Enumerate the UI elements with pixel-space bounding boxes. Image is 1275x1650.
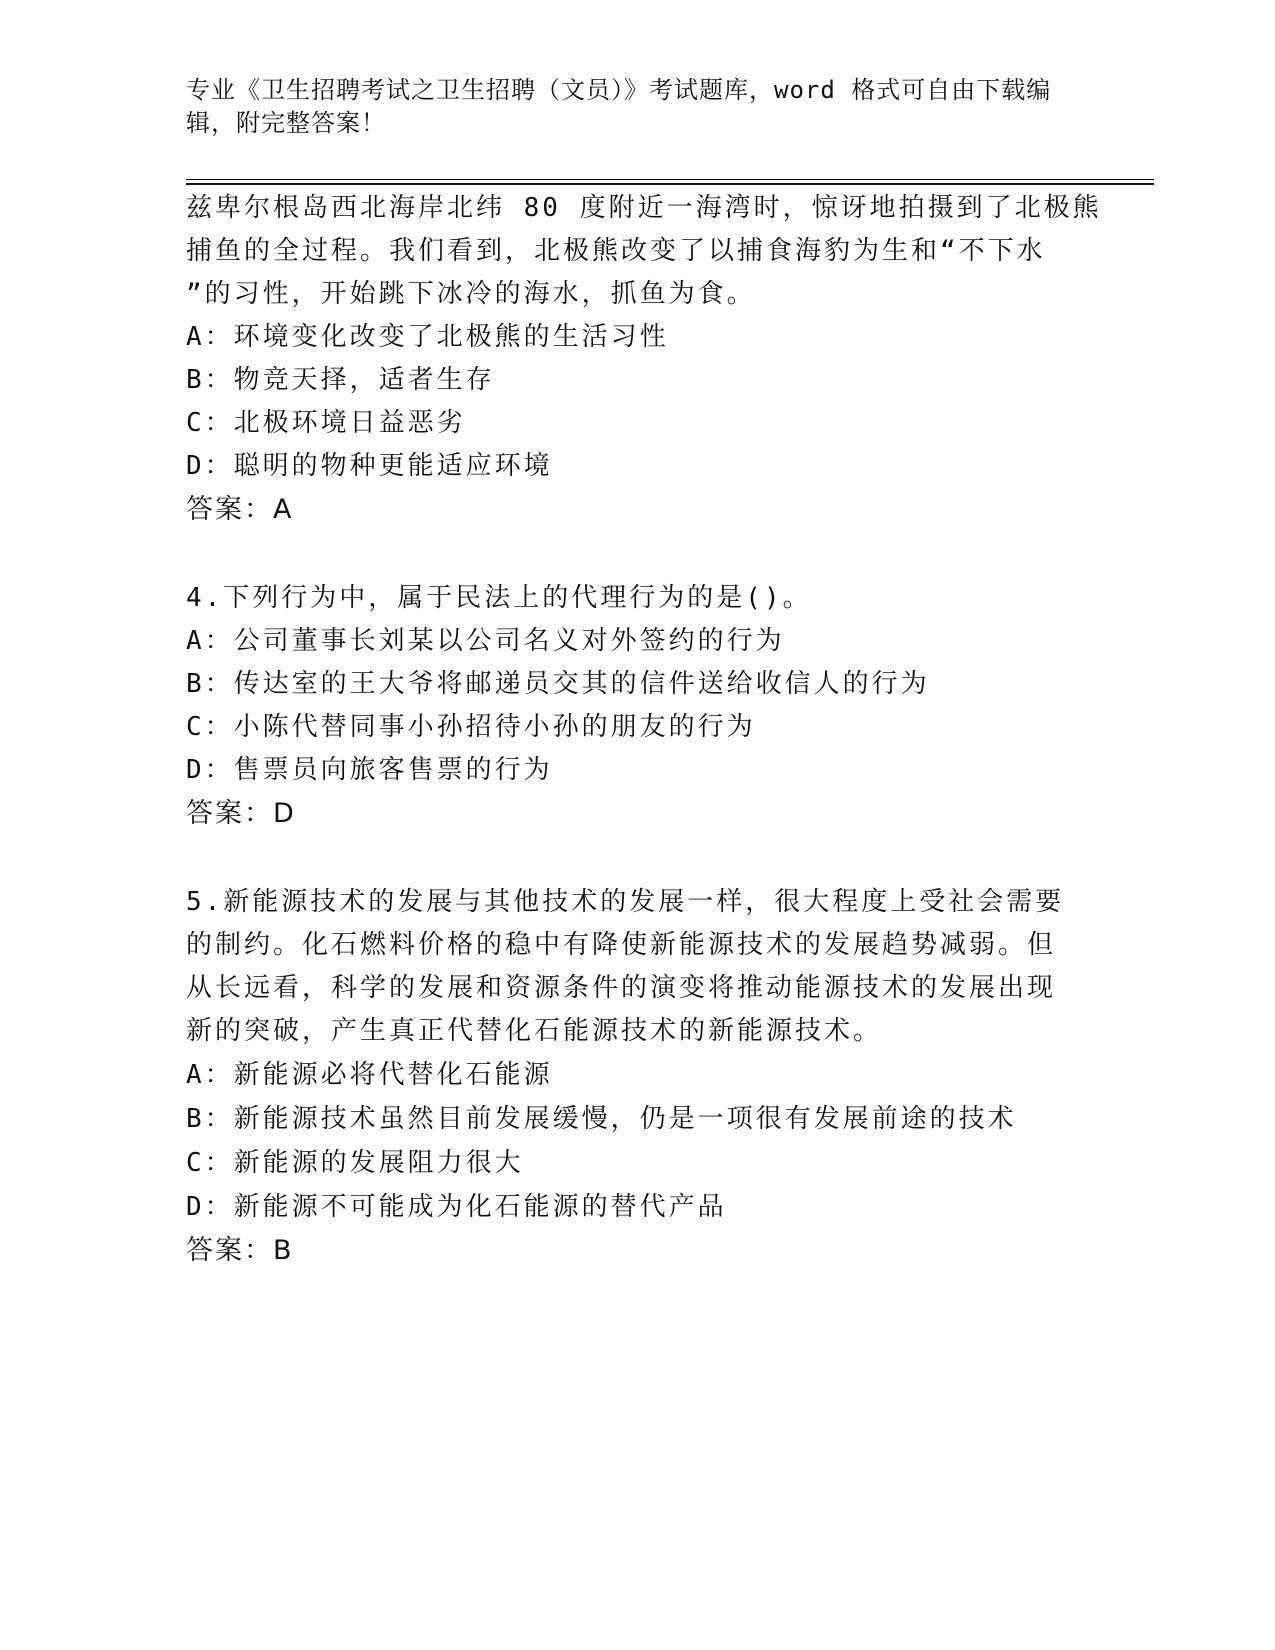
question-3-answer: 答案：A (186, 494, 294, 525)
question-5-line-1: 5.新能源技术的发展与其他技术的发展一样，很大程度上受社会需要 (186, 887, 1065, 917)
question-4-stem: 4.下列行为中，属于民法上的代理行为的是()。 (186, 583, 812, 613)
question-3-option-d: D：聪明的物种更能适应环境 (186, 451, 553, 481)
question-5-line-3: 从长远看，科学的发展和资源条件的演变将推动能源技术的发展出现 (186, 973, 1057, 1003)
question-5-option-c: C：新能源的发展阻力很大 (186, 1148, 524, 1178)
header-divider (186, 179, 1154, 180)
question-3-option-c: C：北极环境日益恶劣 (186, 408, 466, 438)
header-divider-thick (186, 183, 1154, 185)
question-5-line-4: 新的突破，产生真正代替化石能源技术的新能源技术。 (186, 1016, 883, 1046)
question-3-line-1: 兹卑尔根岛西北海岸北纬 80 度附近一海湾时，惊讶地拍摄到了北极熊 (186, 193, 1102, 223)
question-5-line-2: 的制约。化石燃料价格的稳中有降使新能源技术的发展趋势减弱。但 (186, 930, 1057, 960)
question-3-option-b: B：物竞天择，适者生存 (186, 365, 495, 395)
question-3-line-3: ”的习性，开始跳下冰冷的海水，抓鱼为食。 (186, 279, 756, 309)
question-4-option-a: A：公司董事长刘某以公司名义对外签约的行为 (186, 626, 785, 656)
question-5-answer: 答案：B (186, 1235, 294, 1266)
question-5-option-b: B：新能源技术虽然目前发展缓慢，仍是一项很有发展前途的技术 (186, 1104, 1017, 1134)
question-3-option-a: A：环境变化改变了北极熊的生活习性 (186, 322, 669, 352)
question-4-option-c: C：小陈代替同事小孙招待小孙的朋友的行为 (186, 712, 756, 742)
question-5-option-d: D：新能源不可能成为化石能源的替代产品 (186, 1192, 727, 1222)
document-header: 专业《卫生招聘考试之卫生招聘（文员）》考试题库，word 格式可自由下载编辑，附完整答案！ (186, 76, 1052, 137)
question-3-line-2: 捕鱼的全过程。我们看到，北极熊改变了以捕食海豹为生和“不下水 (186, 236, 1046, 266)
question-4-option-d: D：售票员向旅客售票的行为 (186, 755, 553, 785)
question-4-option-b: B：传达室的王大爷将邮递员交其的信件送给收信人的行为 (186, 669, 930, 699)
question-5-option-a: A：新能源必将代替化石能源 (186, 1060, 553, 1090)
question-4-answer: 答案：D (186, 798, 296, 829)
